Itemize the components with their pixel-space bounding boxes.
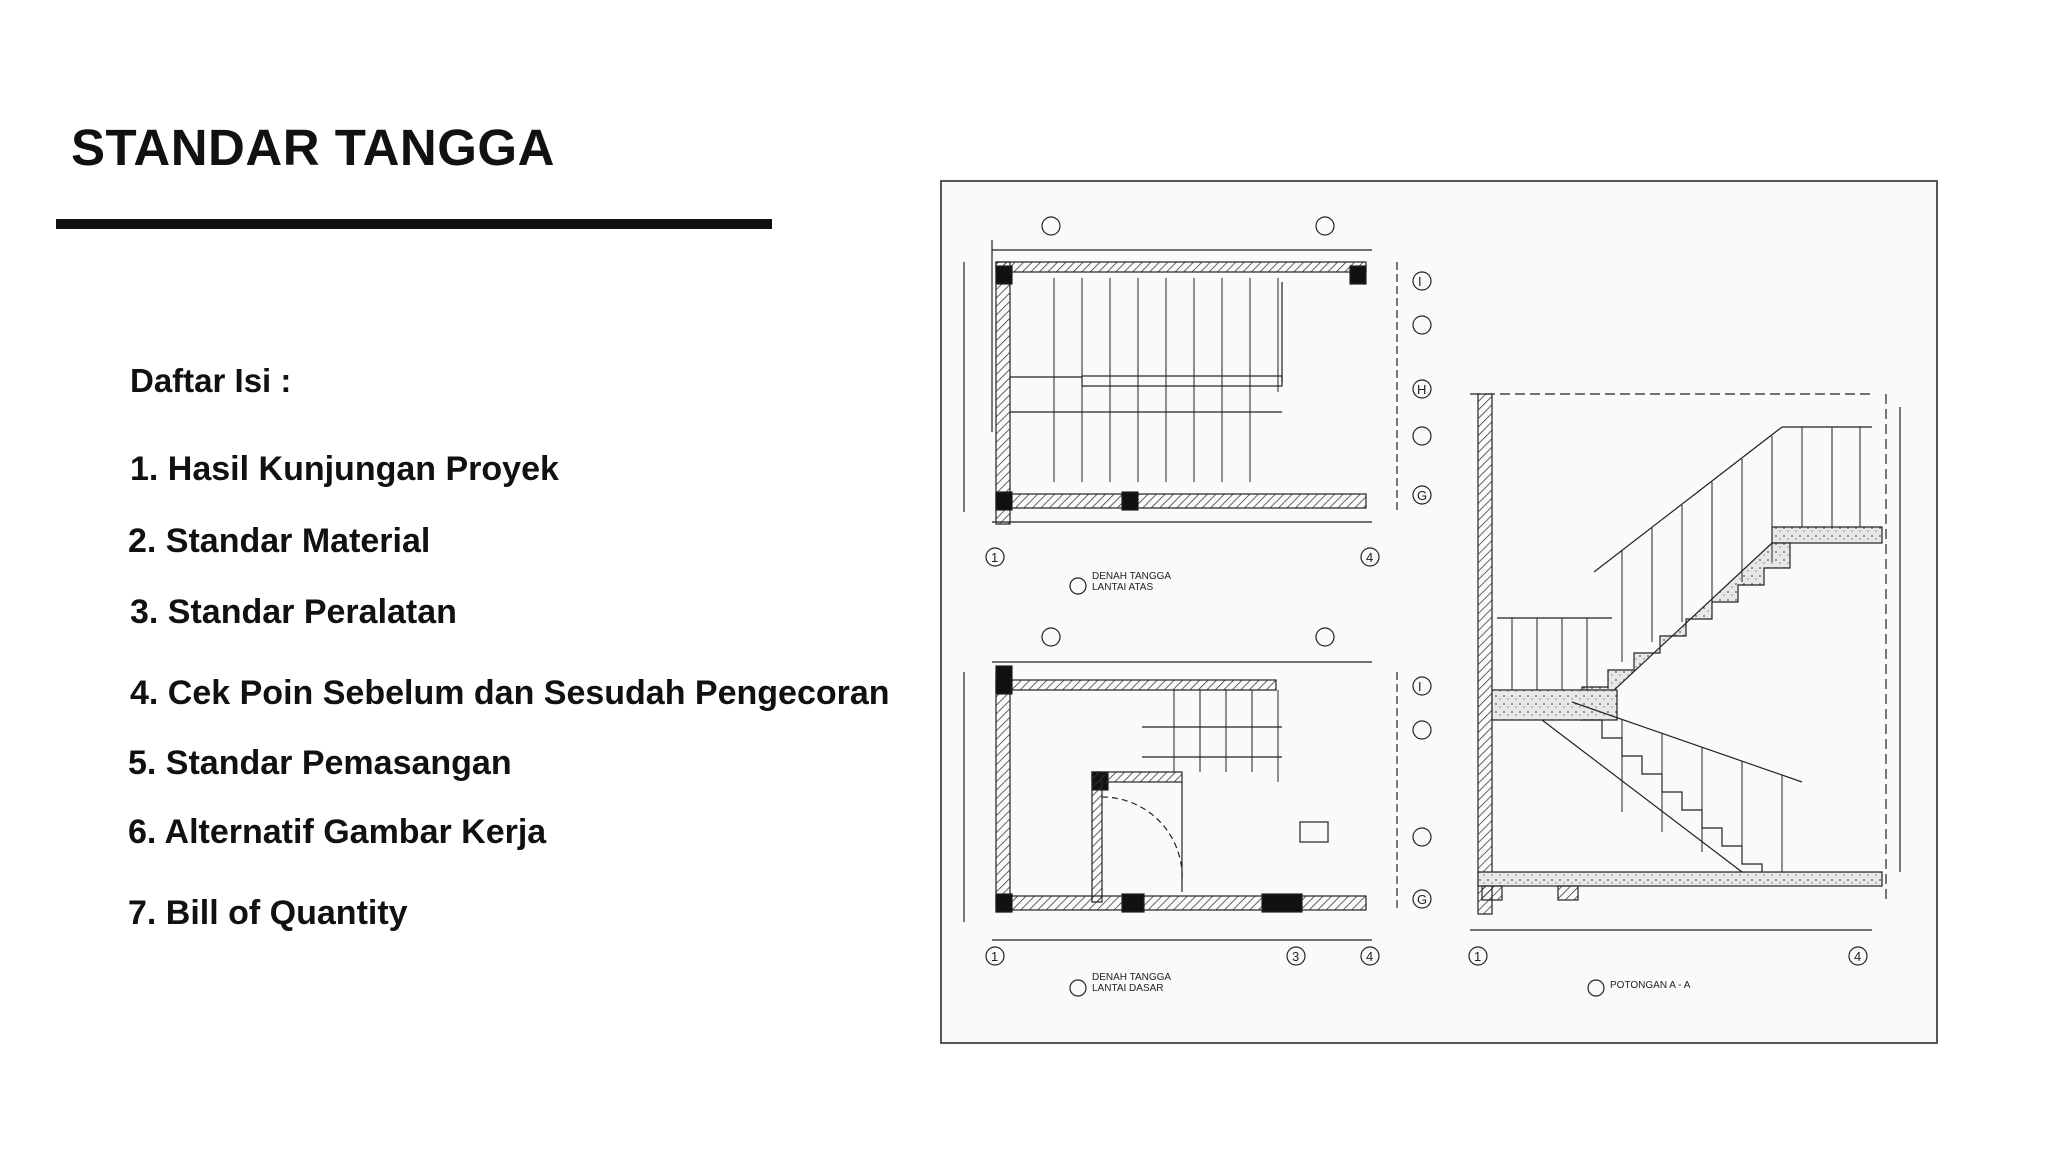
toc-item-1: 1. Hasil Kunjungan Proyek — [130, 450, 559, 488]
upper-plan-labels — [991, 274, 1427, 593]
grid-label-g-upper: G — [1417, 488, 1428, 503]
toc-item-5: 5. Standar Pemasangan — [128, 744, 512, 782]
grid-label-1-lower: 1 — [991, 949, 999, 964]
title-underline — [56, 219, 772, 229]
toc-item-6: 6. Alternatif Gambar Kerja — [128, 813, 547, 851]
lower-plan-caption-line2: LANTAI DASAR — [1092, 983, 1164, 994]
upper-plan-caption-line2: LANTAI ATAS — [1092, 582, 1154, 593]
toc-item-3: 3. Standar Peralatan — [130, 593, 457, 631]
stair-section-a-a — [1469, 394, 1900, 996]
upper-plan-caption-line1: DENAH TANGGA — [1092, 571, 1172, 582]
upper-floor-plan — [964, 217, 1431, 594]
stair-drawing — [940, 180, 1938, 1044]
section-caption: POTONGAN A - A — [1610, 980, 1691, 991]
grid-label-g-lower: G — [1417, 892, 1428, 907]
grid-label-1-section: 1 — [1474, 949, 1482, 964]
grid-label-4-section: 4 — [1854, 949, 1862, 964]
toc-item-7: 7. Bill of Quantity — [128, 894, 408, 932]
toc-item-2: 2. Standar Material — [128, 522, 431, 560]
grid-label-i-lower: I — [1418, 679, 1422, 694]
section-labels — [1474, 949, 1861, 991]
grid-label-h-upper: H — [1417, 382, 1427, 397]
grid-label-1-upper: 1 — [991, 550, 999, 565]
stair-technical-drawing — [942, 182, 1936, 1042]
page-title: STANDAR TANGGA — [71, 119, 555, 176]
grid-label-4-upper: 4 — [1366, 550, 1374, 565]
grid-label-4-lower: 4 — [1366, 949, 1374, 964]
lower-plan-labels — [991, 679, 1427, 994]
lower-plan-caption-line1: DENAH TANGGA — [1092, 972, 1172, 983]
toc-heading: Daftar Isi : — [130, 362, 292, 399]
grid-label-i-upper: I — [1418, 274, 1422, 289]
toc-item-4: 4. Cek Poin Sebelum dan Sesudah Pengecoran — [130, 674, 890, 712]
ground-floor-plan — [964, 628, 1431, 996]
grid-label-3-lower: 3 — [1292, 949, 1300, 964]
